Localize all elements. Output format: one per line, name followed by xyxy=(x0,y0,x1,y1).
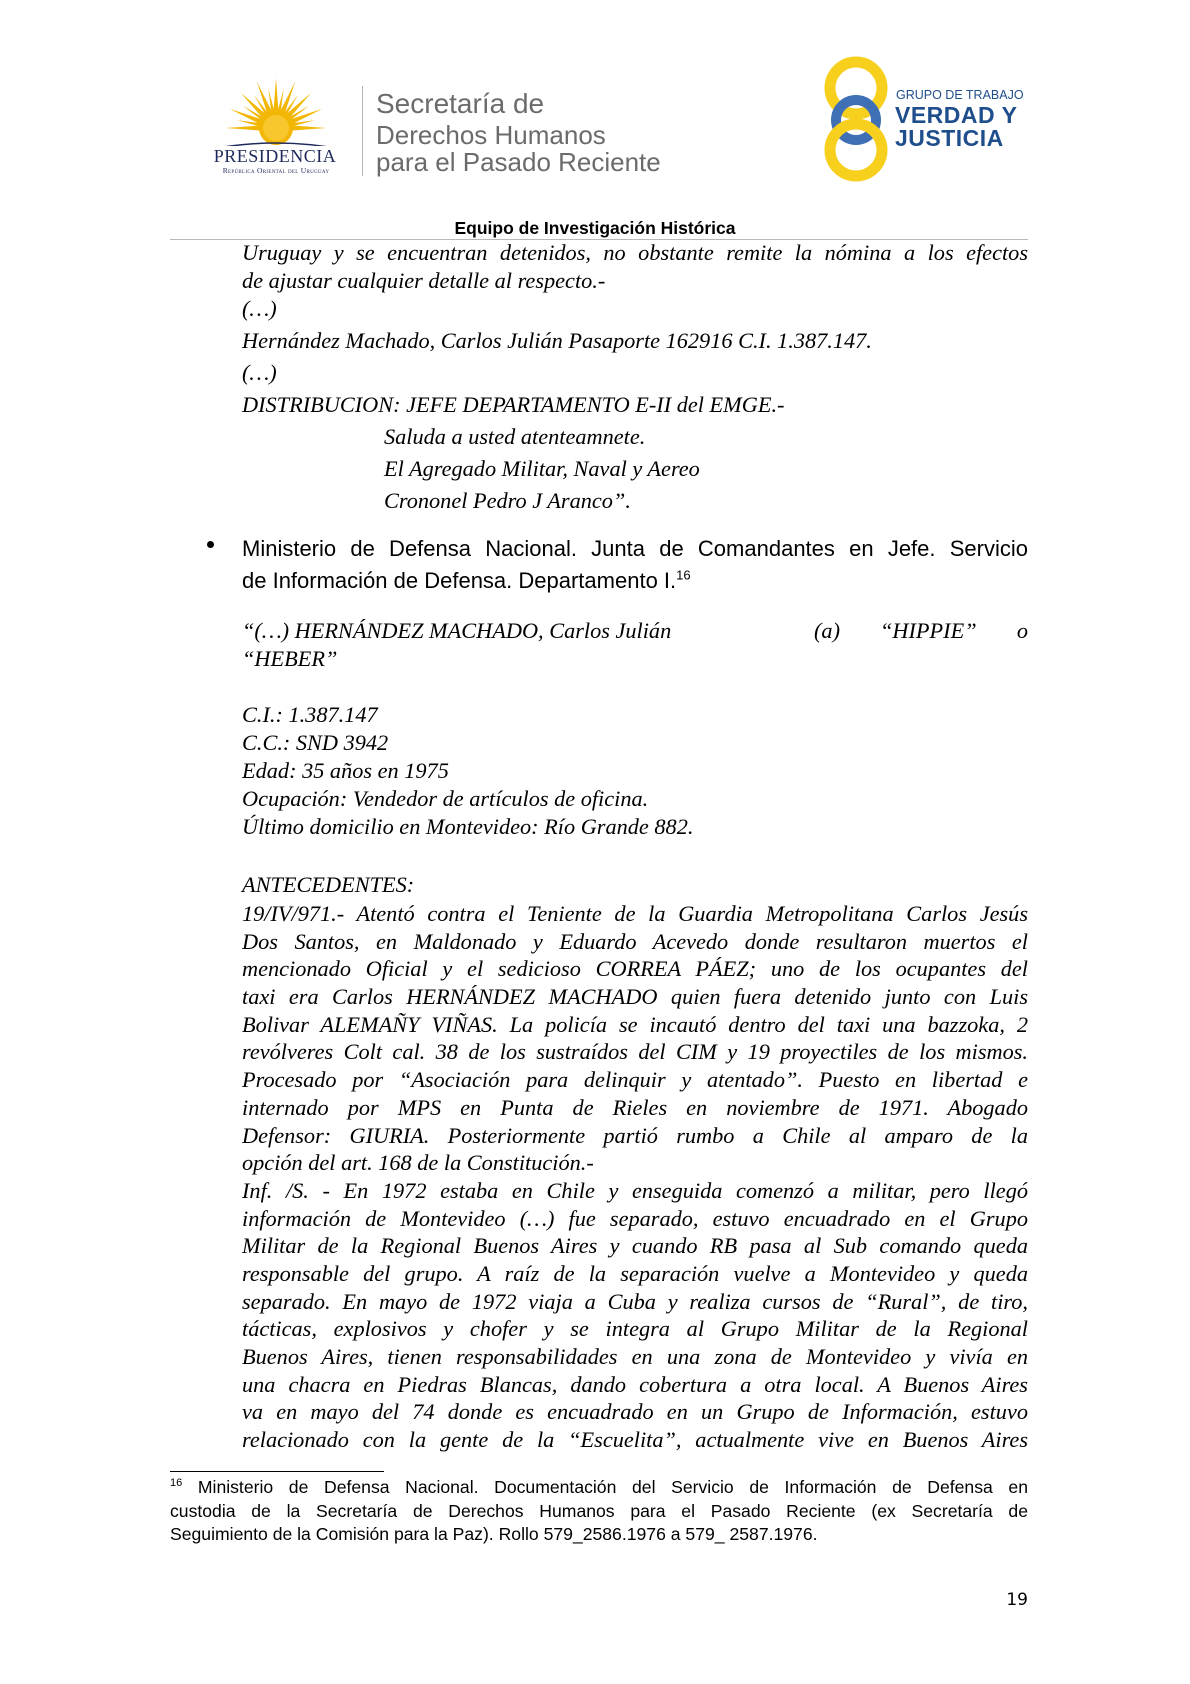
record-alias-1: “HIPPIE” xyxy=(880,618,977,643)
antecedentes-label: ANTECEDENTES: xyxy=(242,872,415,897)
secretaria-line-3: para el Pasado Reciente xyxy=(376,147,661,177)
footnote-line-1 xyxy=(170,1476,1028,1500)
antecedentes-line: una chacra en Piedras Blancas, dando cobertura a otra local. A Buenos Aires xyxy=(242,1371,1028,1397)
quote-line-1 xyxy=(242,240,1028,266)
record-field-address: Último domicilio en Montevideo: Río Grande 882. xyxy=(242,814,694,839)
footnote-line-1-text: Ministerio de Defensa Nacional. Documentación del Servicio de Información de Defensa en xyxy=(182,1477,1028,1497)
presidencia-title: PRESIDENCIA xyxy=(213,146,337,166)
antecedentes-line: opción del art. 168 de la Constitución.- xyxy=(242,1150,594,1176)
bullet-line-2 xyxy=(242,568,691,594)
grupo-label-line-3: JUSTICIA xyxy=(895,125,1004,151)
antecedentes-line: Bolivar ALEMAÑY VIÑAS. La policía se incautó dentro del taxi una bazzoka, 2 xyxy=(242,1011,1028,1037)
signature-line-2: El Agregado Militar, Naval y Aereo xyxy=(384,456,700,481)
bullet-line-1: Ministerio de Defensa Nacional. Junta de Comandantes en Jefe. Servicio xyxy=(242,536,1028,561)
record-field-occupation: Ocupación: Vendedor de artículos de oficina. xyxy=(242,786,649,811)
antecedentes-line: Militar de la Regional Buenos Aires y cuando RB pasa al Sub comando queda xyxy=(242,1233,1028,1259)
antecedentes-line: Inf. /S. - En 1972 estaba en Chile y enseguida comenzó a militar, pero llegó xyxy=(242,1177,1028,1203)
bullet-line-2-text: de Información de Defensa. Departamento I. xyxy=(242,568,677,593)
antecedentes-line: tácticas, explosivos y chofer y se integra al Grupo Militar de la Regional xyxy=(242,1316,1028,1342)
antecedentes-line: información de Montevideo (…) fue separado, estuvo encuadrado en el Grupo xyxy=(242,1205,1028,1231)
quote-line-4: Hernández Machado, Carlos Julián Pasaporte 162916 C.I. 1.387.147. xyxy=(242,328,872,353)
quote-line-3: (…) xyxy=(242,296,277,321)
antecedentes-line: taxi era Carlos HERNÁNDEZ MACHADO quien fuera detenido junto con Luis xyxy=(242,984,1028,1010)
record-field-cc: C.C.: SND 3942 xyxy=(242,730,389,755)
footnote-line-3: Seguimiento de la Comisión para la Paz). Rollo 579_2586.1976 a 579_ 2587.1976. xyxy=(170,1524,818,1544)
signature-line-3: Crononel Pedro J Aranco”. xyxy=(384,488,631,513)
presidencia-subtitle: República Oriental del Uruguay xyxy=(222,166,330,175)
grupo-label-line-1: GRUPO DE TRABAJO xyxy=(896,88,1024,102)
record-alias-connector: o xyxy=(1016,618,1028,643)
antecedentes-line: revólveres Colt cal. 38 de los sustraídos del CIM y 19 proyectiles de los mismos. xyxy=(242,1039,1028,1065)
record-alias-2: “HEBER” xyxy=(242,646,338,671)
antecedentes-line: responsable del grupo. A raíz de la separación vuelve a Montevideo y queda xyxy=(242,1260,1028,1286)
antecedentes-line: 19/IV/971.- Atentó contra el Teniente de la Guardia Metropolitana Carlos Jesús xyxy=(242,901,1028,926)
footnote-reference[interactable]: 16 xyxy=(676,567,691,583)
header-logo-divider xyxy=(362,86,363,176)
antecedentes-line: va en mayo del 74 donde es encuadrado en un Grupo de Información, estuvo xyxy=(242,1399,1028,1425)
antecedentes-line: internado por MPS en Punta de Rieles en noviembre de 1971. Abogado xyxy=(242,1094,1028,1120)
secretaria-line-2: Derechos Humanos xyxy=(376,120,606,150)
antecedentes-line: relacionado con la gente de la “Escuelita”, actualmente vive en Buenos Aires xyxy=(242,1427,1028,1453)
verdad-justicia-rings-logo xyxy=(820,56,892,182)
record-name-row xyxy=(242,618,1028,646)
antecedentes-line: Defensor: GIURIA. Posteriormente partió rumbo a Chile al amparo de la xyxy=(242,1122,1028,1148)
record-field-age: Edad: 35 años en 1975 xyxy=(242,758,449,783)
footnote-rule xyxy=(170,1471,384,1472)
antecedentes-line: Dos Santos, en Maldonado y Eduardo Acevedo donde resultaron muertos el xyxy=(242,928,1028,954)
record-alias-marker: (a) xyxy=(814,618,840,643)
record-name: “(…) HERNÁNDEZ MACHADO, Carlos Julián xyxy=(242,618,672,643)
footnote-number: 16 xyxy=(170,1477,183,1490)
team-title: Equipo de Investigación Histórica xyxy=(454,218,736,238)
quote-line-2: de ajustar cualquier detalle al respecto.- xyxy=(242,268,606,293)
grupo-label-line-2: VERDAD Y xyxy=(895,102,1018,128)
footnote-line-2: custodia de la Secretaría de Derechos Humanos para el Pasado Reciente (ex Secretaría de xyxy=(170,1500,1028,1521)
antecedentes-line: separado. En mayo de 1972 viaja a Cuba y realiza cursos de “Rural”, de tiro, xyxy=(242,1288,1028,1314)
antecedentes-line: Procesado por “Asociación para delinquir y atentado”. Puesto en libertad e xyxy=(242,1067,1028,1093)
bullet-dot xyxy=(207,541,214,548)
record-field-ci: C.I.: 1.387.147 xyxy=(242,702,378,727)
signature-line-1: Saluda a usted atenteamnete. xyxy=(384,424,646,449)
quote-line-6: DISTRIBUCION: JEFE DEPARTAMENTO E-II del EMGE.- xyxy=(242,392,785,417)
antecedentes-body xyxy=(242,900,1028,1454)
secretaria-line-1: Secretaría de xyxy=(376,88,545,119)
antecedentes-line: Buenos Aires, tienen responsabilidades en una zona de Montevideo y vivía en xyxy=(242,1344,1028,1369)
quote-line-5: (…) xyxy=(242,360,277,385)
page-number: 19 xyxy=(1006,1590,1028,1610)
antecedentes-line: mencionado Oficial y el sedicioso CORREA PÁEZ; uno de los ocupantes del xyxy=(242,956,1028,982)
footnote xyxy=(170,1476,1028,1547)
quote-line-1-text: Uruguay y se encuentran detenidos, no obstante remite la nómina a los efectos xyxy=(242,240,1028,265)
